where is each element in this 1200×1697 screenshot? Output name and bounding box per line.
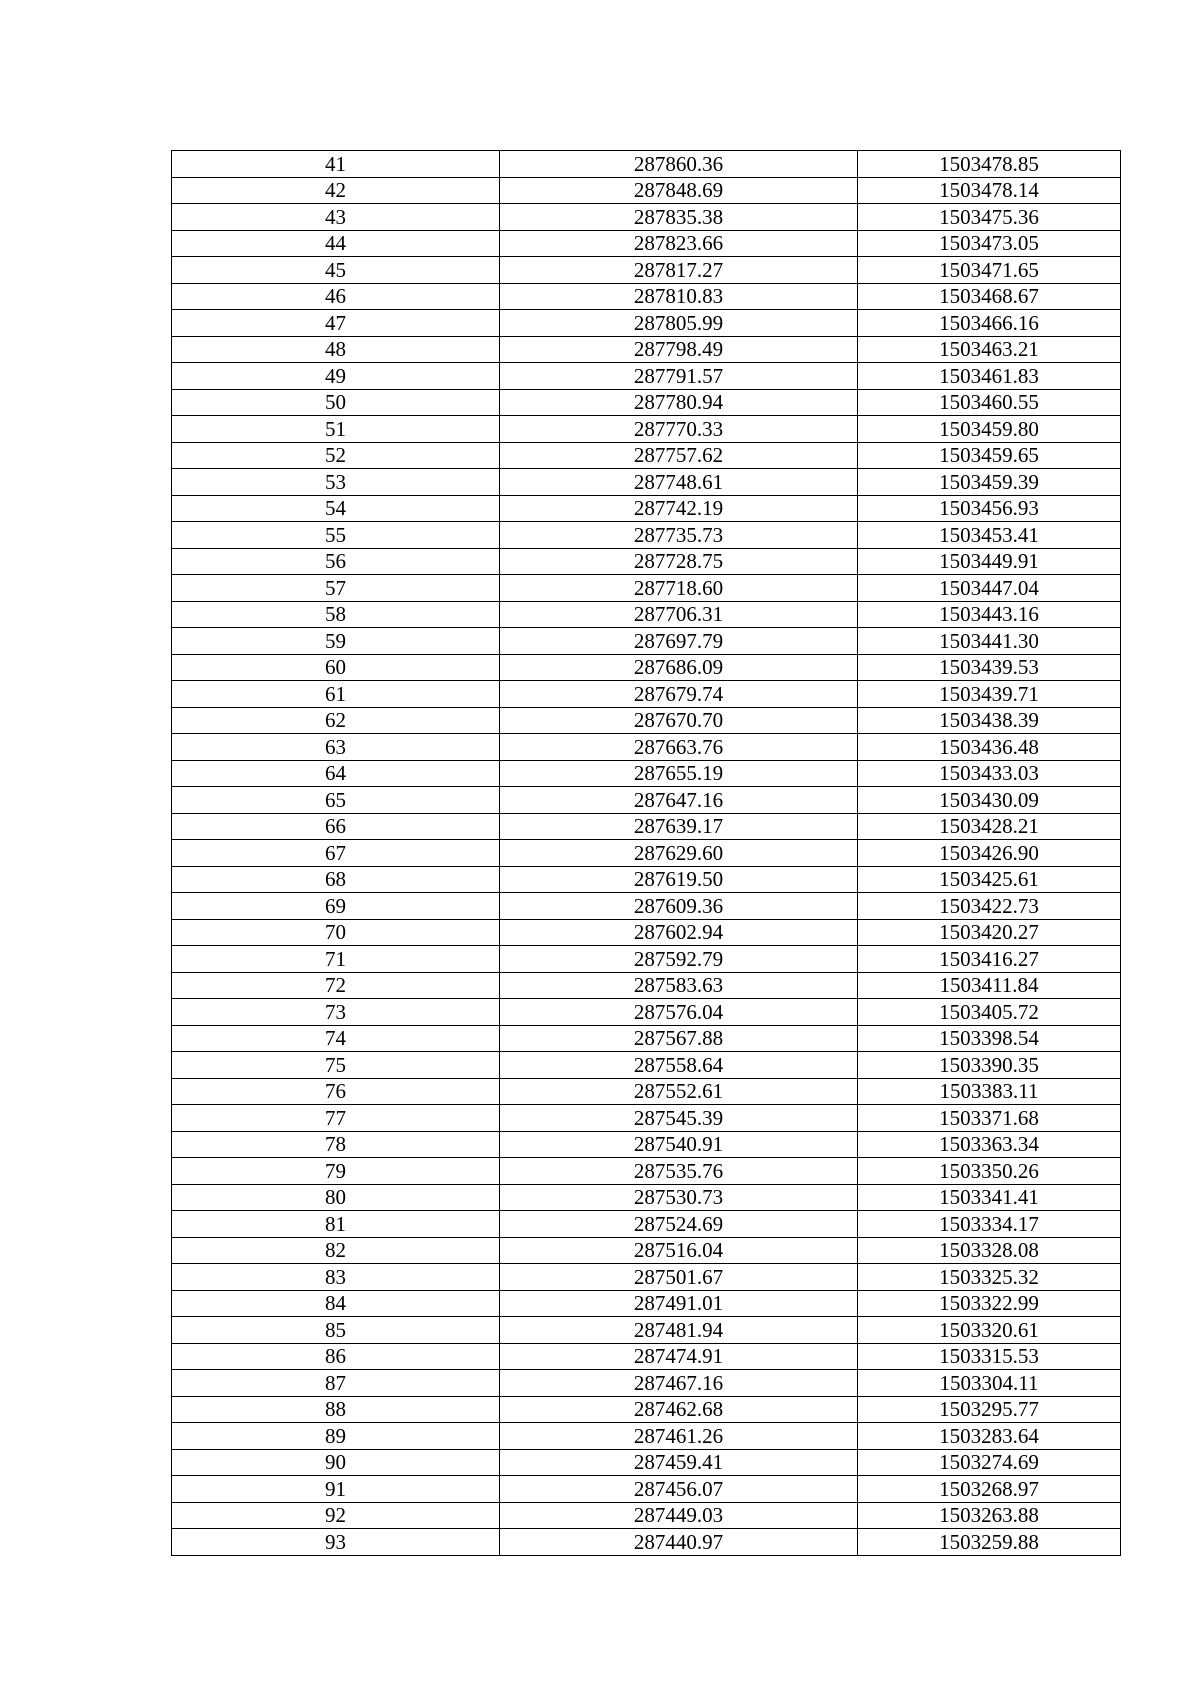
y-coordinate-cell: 1503304.11 [858, 1370, 1121, 1397]
y-coordinate-cell: 1503439.53 [858, 654, 1121, 681]
x-coordinate-cell: 287602.94 [500, 919, 858, 946]
y-coordinate-cell: 1503471.65 [858, 257, 1121, 284]
y-coordinate-cell: 1503268.97 [858, 1476, 1121, 1503]
y-coordinate-cell: 1503466.16 [858, 310, 1121, 337]
point-number-cell: 42 [172, 177, 500, 204]
y-coordinate-cell: 1503383.11 [858, 1078, 1121, 1105]
x-coordinate-cell: 287530.73 [500, 1184, 858, 1211]
x-coordinate-cell: 287860.36 [500, 151, 858, 178]
table-row [172, 1025, 1121, 1052]
table-row [172, 177, 1121, 204]
x-coordinate-cell: 287817.27 [500, 257, 858, 284]
table-row [172, 866, 1121, 893]
x-coordinate-cell: 287456.07 [500, 1476, 858, 1503]
y-coordinate-cell: 1503428.21 [858, 813, 1121, 840]
x-coordinate-cell: 287474.91 [500, 1343, 858, 1370]
y-coordinate-cell: 1503259.88 [858, 1529, 1121, 1556]
point-number-cell: 44 [172, 230, 500, 257]
y-coordinate-cell: 1503425.61 [858, 866, 1121, 893]
table-row [172, 204, 1121, 231]
table-row [172, 1184, 1121, 1211]
x-coordinate-cell: 287835.38 [500, 204, 858, 231]
table-row [172, 681, 1121, 708]
point-number-cell: 82 [172, 1237, 500, 1264]
y-coordinate-cell: 1503328.08 [858, 1237, 1121, 1264]
x-coordinate-cell: 287639.17 [500, 813, 858, 840]
table-row [172, 1449, 1121, 1476]
point-number-cell: 73 [172, 999, 500, 1026]
x-coordinate-cell: 287810.83 [500, 283, 858, 310]
point-number-cell: 71 [172, 946, 500, 973]
point-number-cell: 51 [172, 416, 500, 443]
table-row [172, 522, 1121, 549]
x-coordinate-cell: 287535.76 [500, 1158, 858, 1185]
point-number-cell: 52 [172, 442, 500, 469]
y-coordinate-cell: 1503426.90 [858, 840, 1121, 867]
y-coordinate-cell: 1503398.54 [858, 1025, 1121, 1052]
point-number-cell: 74 [172, 1025, 500, 1052]
point-number-cell: 57 [172, 575, 500, 602]
y-coordinate-cell: 1503473.05 [858, 230, 1121, 257]
x-coordinate-cell: 287718.60 [500, 575, 858, 602]
point-number-cell: 66 [172, 813, 500, 840]
y-coordinate-cell: 1503447.04 [858, 575, 1121, 602]
y-coordinate-cell: 1503363.34 [858, 1131, 1121, 1158]
y-coordinate-cell: 1503315.53 [858, 1343, 1121, 1370]
point-number-cell: 68 [172, 866, 500, 893]
x-coordinate-cell: 287583.63 [500, 972, 858, 999]
point-number-cell: 72 [172, 972, 500, 999]
point-number-cell: 92 [172, 1502, 500, 1529]
table-row [172, 469, 1121, 496]
x-coordinate-cell: 287540.91 [500, 1131, 858, 1158]
table-row [172, 734, 1121, 761]
table-row [172, 363, 1121, 390]
x-coordinate-cell: 287770.33 [500, 416, 858, 443]
point-number-cell: 83 [172, 1264, 500, 1291]
point-number-cell: 46 [172, 283, 500, 310]
table-row [172, 840, 1121, 867]
x-coordinate-cell: 287663.76 [500, 734, 858, 761]
point-number-cell: 91 [172, 1476, 500, 1503]
table-row [172, 1078, 1121, 1105]
point-number-cell: 47 [172, 310, 500, 337]
y-coordinate-cell: 1503475.36 [858, 204, 1121, 231]
y-coordinate-cell: 1503436.48 [858, 734, 1121, 761]
point-number-cell: 89 [172, 1423, 500, 1450]
table-row [172, 1370, 1121, 1397]
y-coordinate-cell: 1503420.27 [858, 919, 1121, 946]
y-coordinate-cell: 1503350.26 [858, 1158, 1121, 1185]
y-coordinate-cell: 1503449.91 [858, 548, 1121, 575]
point-number-cell: 84 [172, 1290, 500, 1317]
point-number-cell: 53 [172, 469, 500, 496]
table-row [172, 1423, 1121, 1450]
table-row [172, 230, 1121, 257]
x-coordinate-cell: 287440.97 [500, 1529, 858, 1556]
x-coordinate-cell: 287629.60 [500, 840, 858, 867]
point-number-cell: 93 [172, 1529, 500, 1556]
x-coordinate-cell: 287459.41 [500, 1449, 858, 1476]
table-row [172, 1158, 1121, 1185]
table-row [172, 946, 1121, 973]
table-row [172, 1131, 1121, 1158]
y-coordinate-cell: 1503463.21 [858, 336, 1121, 363]
table-row [172, 1264, 1121, 1291]
y-coordinate-cell: 1503438.39 [858, 707, 1121, 734]
y-coordinate-cell: 1503274.69 [858, 1449, 1121, 1476]
x-coordinate-cell: 287491.01 [500, 1290, 858, 1317]
y-coordinate-cell: 1503443.16 [858, 601, 1121, 628]
table-row [172, 416, 1121, 443]
point-number-cell: 79 [172, 1158, 500, 1185]
point-number-cell: 48 [172, 336, 500, 363]
table-row [172, 813, 1121, 840]
y-coordinate-cell: 1503468.67 [858, 283, 1121, 310]
table-row [172, 999, 1121, 1026]
table-row [172, 548, 1121, 575]
x-coordinate-cell: 287481.94 [500, 1317, 858, 1344]
y-coordinate-cell: 1503453.41 [858, 522, 1121, 549]
point-number-cell: 58 [172, 601, 500, 628]
point-number-cell: 62 [172, 707, 500, 734]
point-number-cell: 64 [172, 760, 500, 787]
table-row [172, 787, 1121, 814]
x-coordinate-cell: 287728.75 [500, 548, 858, 575]
y-coordinate-cell: 1503371.68 [858, 1105, 1121, 1132]
x-coordinate-cell: 287655.19 [500, 760, 858, 787]
point-number-cell: 61 [172, 681, 500, 708]
x-coordinate-cell: 287558.64 [500, 1052, 858, 1079]
x-coordinate-cell: 287467.16 [500, 1370, 858, 1397]
point-number-cell: 70 [172, 919, 500, 946]
y-coordinate-cell: 1503405.72 [858, 999, 1121, 1026]
point-number-cell: 41 [172, 151, 500, 178]
y-coordinate-cell: 1503456.93 [858, 495, 1121, 522]
y-coordinate-cell: 1503459.39 [858, 469, 1121, 496]
y-coordinate-cell: 1503459.65 [858, 442, 1121, 469]
y-coordinate-cell: 1503334.17 [858, 1211, 1121, 1238]
y-coordinate-cell: 1503461.83 [858, 363, 1121, 390]
x-coordinate-cell: 287735.73 [500, 522, 858, 549]
point-number-cell: 55 [172, 522, 500, 549]
point-number-cell: 49 [172, 363, 500, 390]
x-coordinate-cell: 287679.74 [500, 681, 858, 708]
table-row [172, 389, 1121, 416]
table-row [172, 972, 1121, 999]
point-number-cell: 43 [172, 204, 500, 231]
table-row [172, 919, 1121, 946]
y-coordinate-cell: 1503283.64 [858, 1423, 1121, 1450]
table-row [172, 151, 1121, 178]
point-number-cell: 65 [172, 787, 500, 814]
table-row [172, 1237, 1121, 1264]
table-row [172, 601, 1121, 628]
table-row [172, 283, 1121, 310]
table-row [172, 1290, 1121, 1317]
x-coordinate-cell: 287780.94 [500, 389, 858, 416]
x-coordinate-cell: 287848.69 [500, 177, 858, 204]
table-row [172, 442, 1121, 469]
point-number-cell: 54 [172, 495, 500, 522]
table-row [172, 1211, 1121, 1238]
table-row [172, 575, 1121, 602]
point-number-cell: 81 [172, 1211, 500, 1238]
table-row [172, 1529, 1121, 1556]
x-coordinate-cell: 287757.62 [500, 442, 858, 469]
y-coordinate-cell: 1503460.55 [858, 389, 1121, 416]
x-coordinate-cell: 287462.68 [500, 1396, 858, 1423]
y-coordinate-cell: 1503320.61 [858, 1317, 1121, 1344]
table-row [172, 760, 1121, 787]
x-coordinate-cell: 287686.09 [500, 654, 858, 681]
coordinate-table [171, 150, 1121, 1556]
x-coordinate-cell: 287552.61 [500, 1078, 858, 1105]
x-coordinate-cell: 287576.04 [500, 999, 858, 1026]
x-coordinate-cell: 287670.70 [500, 707, 858, 734]
y-coordinate-cell: 1503263.88 [858, 1502, 1121, 1529]
y-coordinate-cell: 1503325.32 [858, 1264, 1121, 1291]
point-number-cell: 45 [172, 257, 500, 284]
table-row [172, 1476, 1121, 1503]
point-number-cell: 60 [172, 654, 500, 681]
y-coordinate-cell: 1503341.41 [858, 1184, 1121, 1211]
x-coordinate-cell: 287798.49 [500, 336, 858, 363]
table-row [172, 654, 1121, 681]
x-coordinate-cell: 287791.57 [500, 363, 858, 390]
x-coordinate-cell: 287545.39 [500, 1105, 858, 1132]
point-number-cell: 85 [172, 1317, 500, 1344]
table-row [172, 1317, 1121, 1344]
point-number-cell: 56 [172, 548, 500, 575]
table-row [172, 1343, 1121, 1370]
point-number-cell: 69 [172, 893, 500, 920]
y-coordinate-cell: 1503478.85 [858, 151, 1121, 178]
y-coordinate-cell: 1503295.77 [858, 1396, 1121, 1423]
x-coordinate-cell: 287748.61 [500, 469, 858, 496]
table-row [172, 495, 1121, 522]
x-coordinate-cell: 287609.36 [500, 893, 858, 920]
coordinate-table-body [172, 151, 1121, 1556]
y-coordinate-cell: 1503430.09 [858, 787, 1121, 814]
table-row [172, 1052, 1121, 1079]
table-row [172, 707, 1121, 734]
y-coordinate-cell: 1503459.80 [858, 416, 1121, 443]
table-row [172, 893, 1121, 920]
x-coordinate-cell: 287742.19 [500, 495, 858, 522]
point-number-cell: 77 [172, 1105, 500, 1132]
point-number-cell: 78 [172, 1131, 500, 1158]
x-coordinate-cell: 287461.26 [500, 1423, 858, 1450]
y-coordinate-cell: 1503416.27 [858, 946, 1121, 973]
point-number-cell: 76 [172, 1078, 500, 1105]
x-coordinate-cell: 287501.67 [500, 1264, 858, 1291]
table-row [172, 336, 1121, 363]
table-row [172, 257, 1121, 284]
point-number-cell: 86 [172, 1343, 500, 1370]
y-coordinate-cell: 1503411.84 [858, 972, 1121, 999]
x-coordinate-cell: 287647.16 [500, 787, 858, 814]
y-coordinate-cell: 1503322.99 [858, 1290, 1121, 1317]
point-number-cell: 59 [172, 628, 500, 655]
point-number-cell: 88 [172, 1396, 500, 1423]
table-row [172, 1105, 1121, 1132]
y-coordinate-cell: 1503439.71 [858, 681, 1121, 708]
x-coordinate-cell: 287823.66 [500, 230, 858, 257]
table-row [172, 310, 1121, 337]
point-number-cell: 80 [172, 1184, 500, 1211]
x-coordinate-cell: 287449.03 [500, 1502, 858, 1529]
x-coordinate-cell: 287619.50 [500, 866, 858, 893]
table-row [172, 628, 1121, 655]
table-row [172, 1396, 1121, 1423]
point-number-cell: 50 [172, 389, 500, 416]
point-number-cell: 67 [172, 840, 500, 867]
y-coordinate-cell: 1503478.14 [858, 177, 1121, 204]
x-coordinate-cell: 287805.99 [500, 310, 858, 337]
x-coordinate-cell: 287706.31 [500, 601, 858, 628]
y-coordinate-cell: 1503422.73 [858, 893, 1121, 920]
x-coordinate-cell: 287524.69 [500, 1211, 858, 1238]
point-number-cell: 63 [172, 734, 500, 761]
x-coordinate-cell: 287516.04 [500, 1237, 858, 1264]
y-coordinate-cell: 1503390.35 [858, 1052, 1121, 1079]
y-coordinate-cell: 1503441.30 [858, 628, 1121, 655]
point-number-cell: 87 [172, 1370, 500, 1397]
y-coordinate-cell: 1503433.03 [858, 760, 1121, 787]
point-number-cell: 75 [172, 1052, 500, 1079]
x-coordinate-cell: 287592.79 [500, 946, 858, 973]
point-number-cell: 90 [172, 1449, 500, 1476]
table-row [172, 1502, 1121, 1529]
x-coordinate-cell: 287697.79 [500, 628, 858, 655]
x-coordinate-cell: 287567.88 [500, 1025, 858, 1052]
